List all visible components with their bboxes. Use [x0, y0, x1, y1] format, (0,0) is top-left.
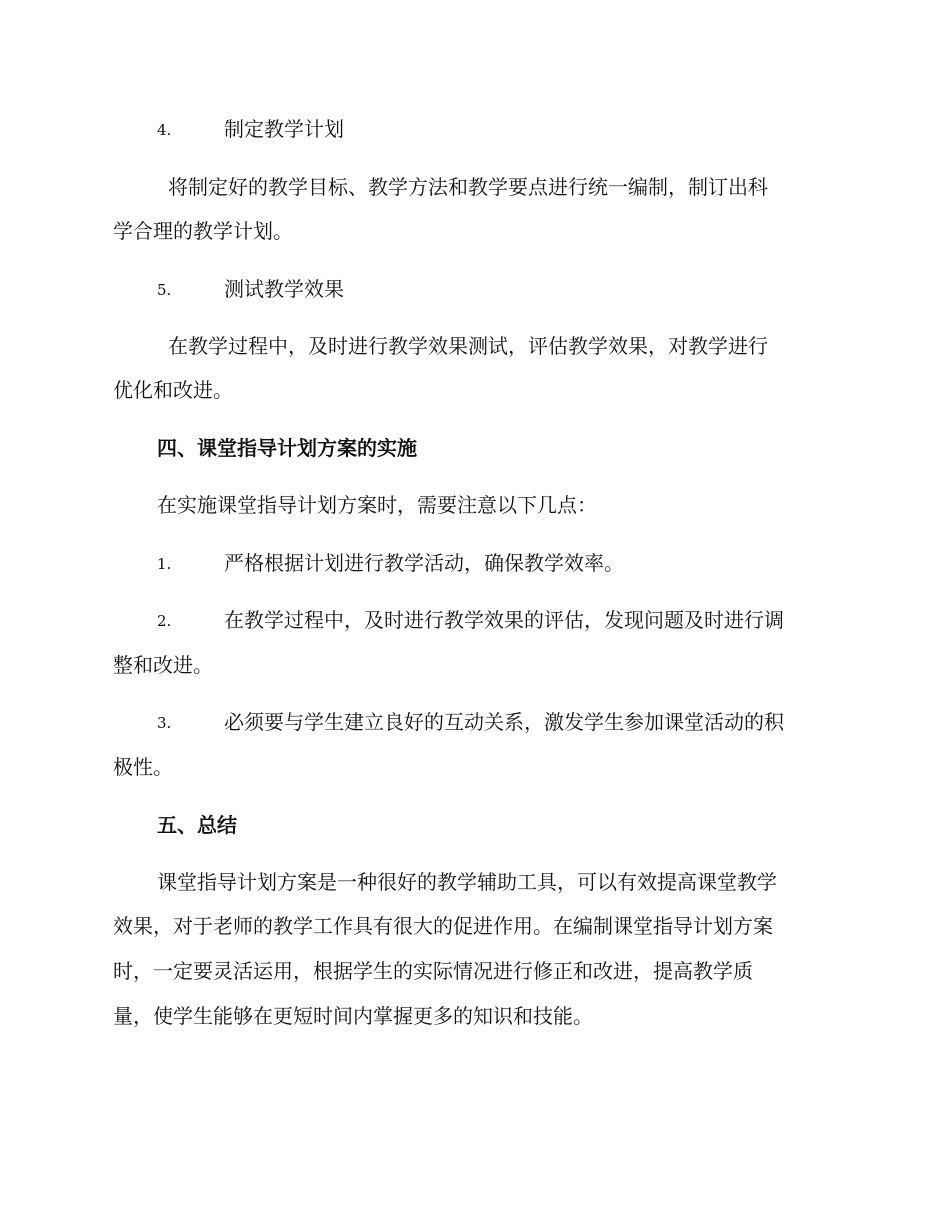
summary-line-4: 量，使学生能够在更短时间内掌握更多的知识和技能。 — [113, 1004, 593, 1028]
point-3-line-2: 极性。 — [113, 755, 173, 779]
point-2-line-2: 整和改进。 — [113, 653, 213, 677]
summary-line-3: 时，一定要灵活运用，根据学生的实际情况进行修正和改进，提高教学质 — [113, 959, 753, 983]
item-5-number: 5. — [157, 281, 172, 299]
point-2-line-1: 在教学过程中，及时进行教学效果的评估，发现问题及时进行调 — [224, 608, 784, 632]
item-5-body-line-1: 在教学过程中，及时进行教学效果测试，评估教学效果，对教学进行 — [168, 334, 768, 358]
point-1-number: 1. — [157, 555, 172, 573]
point-3-number: 3. — [157, 714, 172, 732]
summary-line-1: 课堂指导计划方案是一种很好的教学辅助工具，可以有效提高课堂教学 — [157, 870, 777, 894]
point-1-line-1: 严格根据计划进行教学活动，确保教学效率。 — [224, 551, 624, 575]
item-5-body-line-2: 优化和改进。 — [113, 378, 233, 402]
item-4-title: 制定教学计划 — [224, 117, 344, 141]
section-5-heading: 五、总结 — [157, 813, 237, 837]
point-2-number: 2. — [157, 612, 172, 630]
point-3-line-1: 必须要与学生建立良好的互动关系，激发学生参加课堂活动的积 — [224, 710, 784, 734]
summary-line-2: 效果，对于老师的教学工作具有很大的促进作用。在编制课堂指导计划方案 — [113, 914, 773, 938]
section-4-heading: 四、课堂指导计划方案的实施 — [157, 436, 417, 460]
item-4-number: 4. — [157, 121, 172, 139]
section-4-intro: 在实施课堂指导计划方案时，需要注意以下几点： — [157, 493, 597, 517]
item-5-title: 测试教学效果 — [224, 277, 344, 301]
item-4-body-line-1: 将制定好的教学目标、教学方法和教学要点进行统一编制，制订出科 — [168, 175, 768, 199]
item-4-body-line-2: 学合理的教学计划。 — [113, 219, 293, 243]
